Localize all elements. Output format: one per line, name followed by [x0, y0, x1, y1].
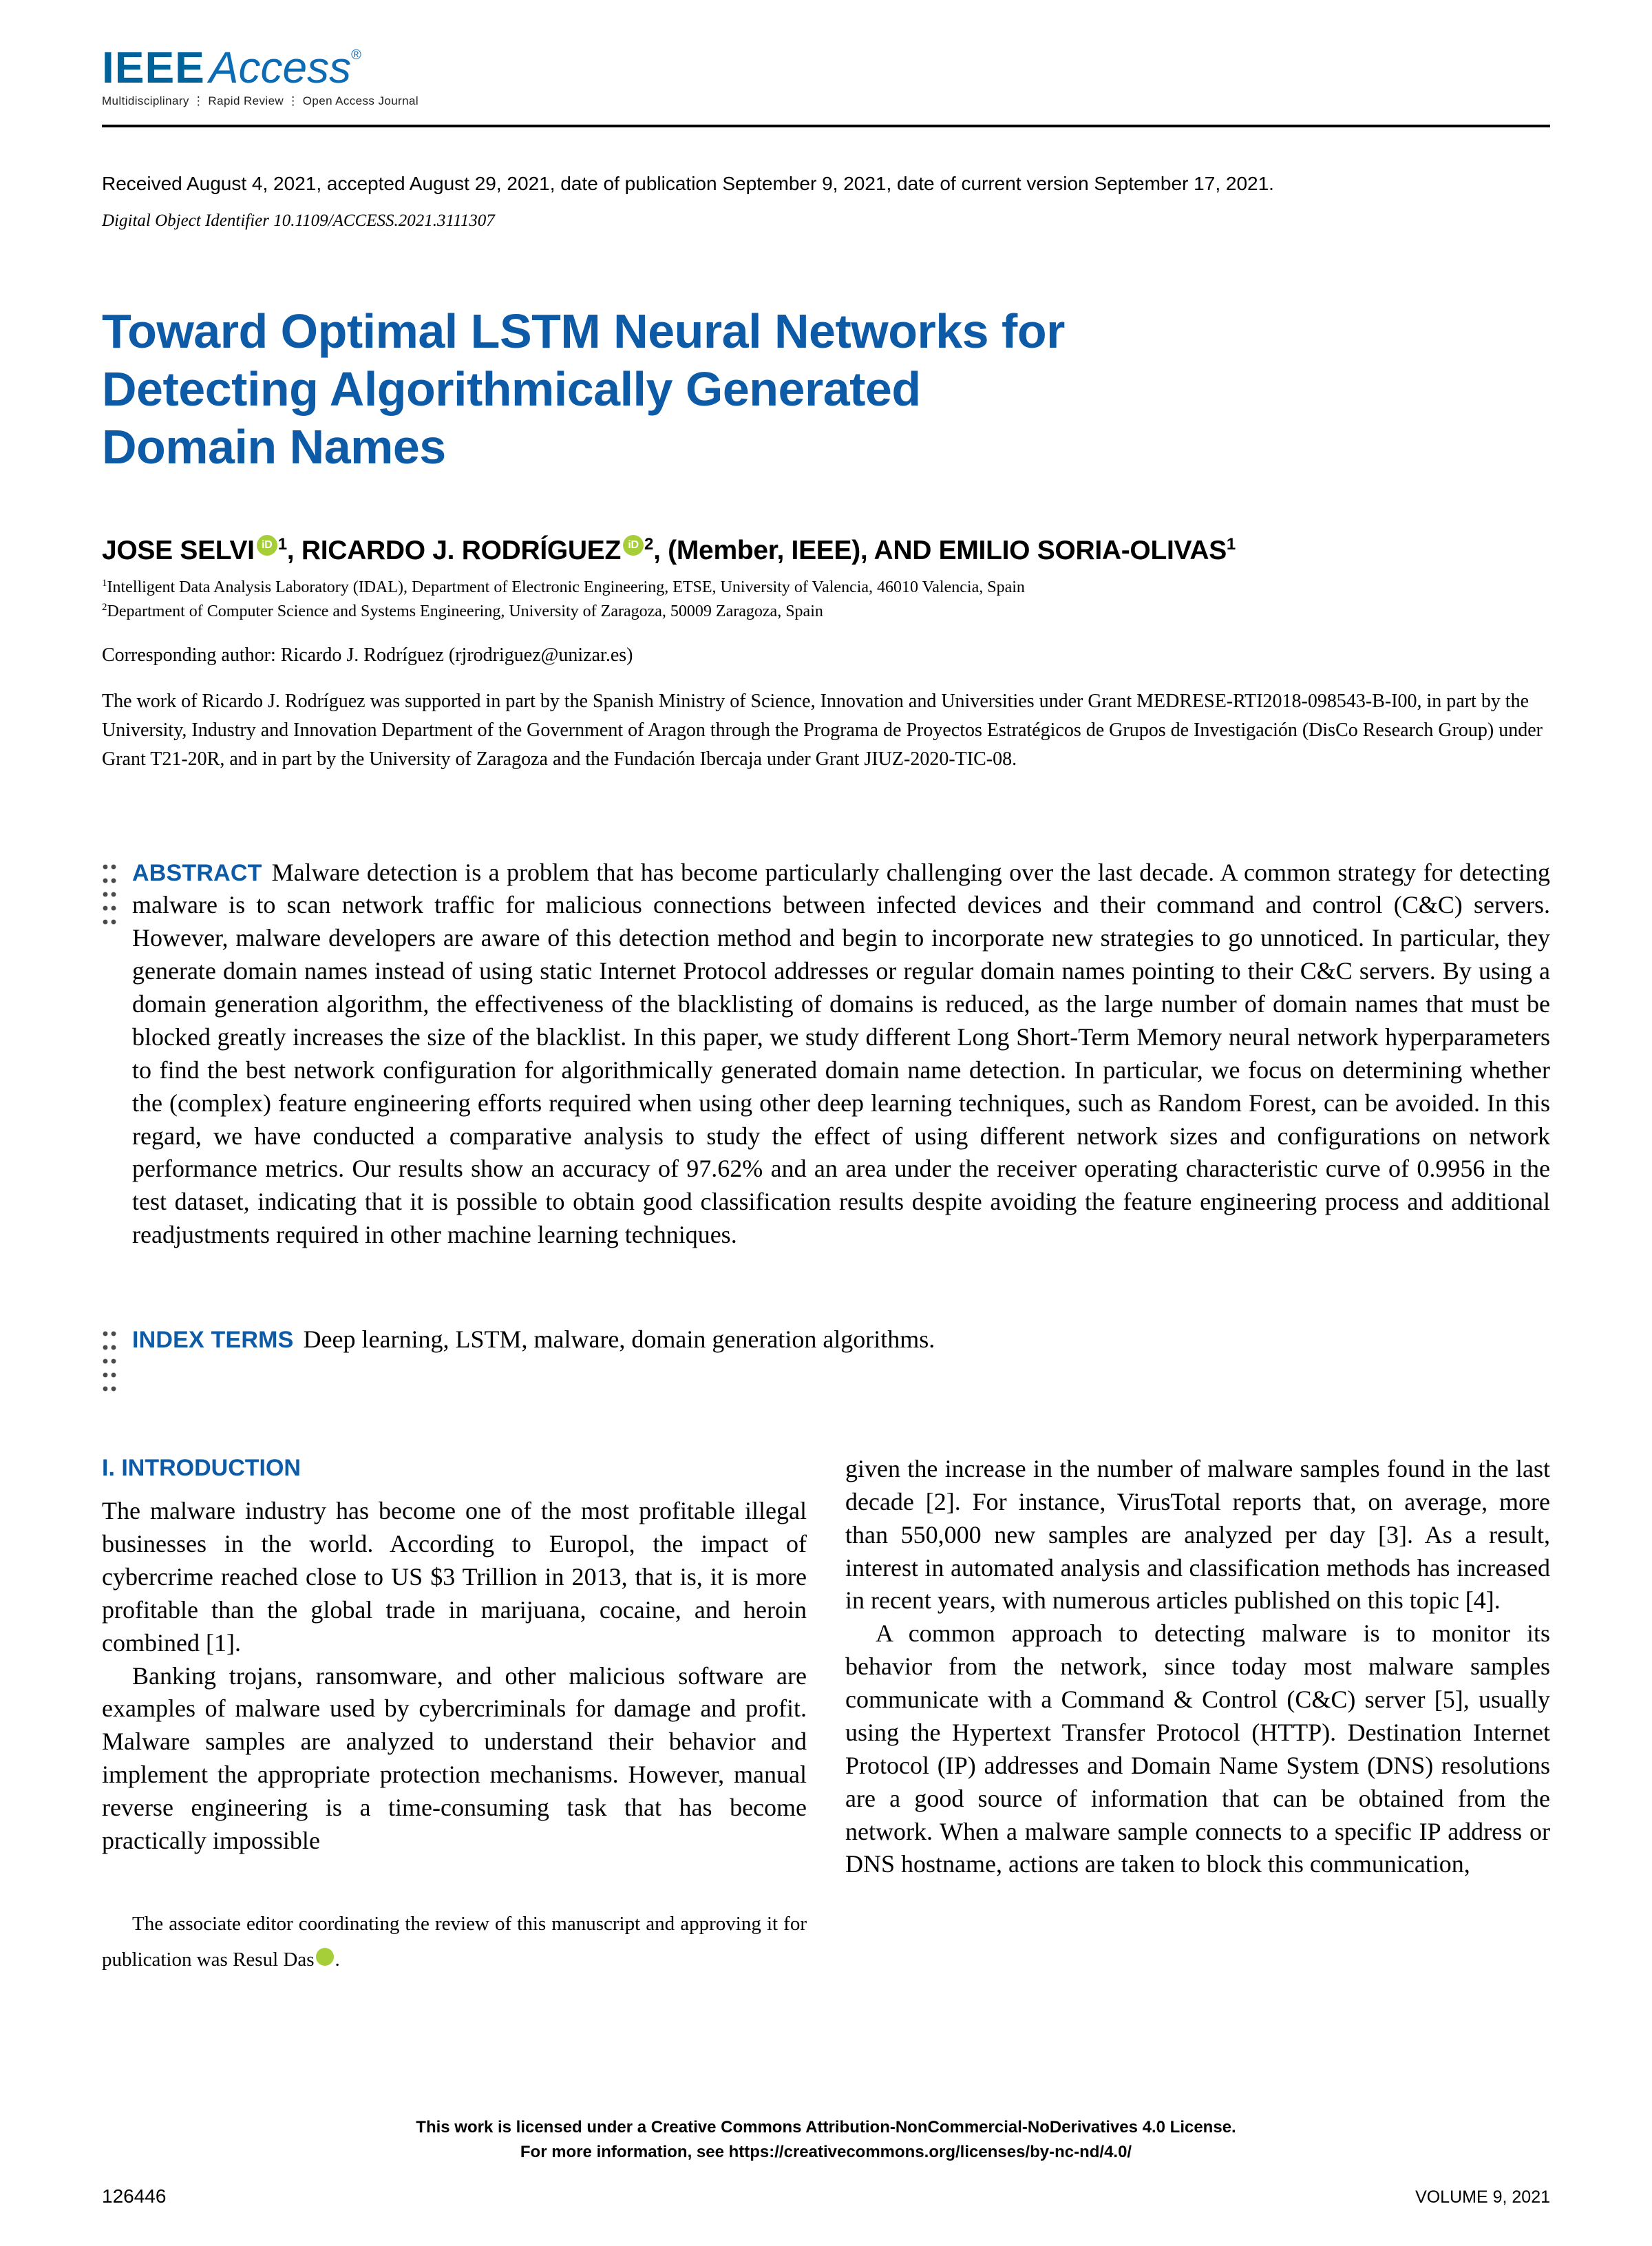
corresponding-suffix: )	[626, 644, 633, 666]
license-line-2	[102, 2140, 1550, 2165]
paper-title	[102, 302, 1550, 476]
page-number: 126446	[102, 2185, 167, 2207]
abstract-text: Malware detection is a problem that has become particularly challenging over the last decade. A common strategy for detecting malware is to scan network traffic for malicious connections between infected devices and their command and control (C&C) servers. However, malware developers are aware of this detection method and begin to incorporate new strategies to go unnoticed. In particular, they generate domain names instead of using static Internet Protocol addresses or regular domain names pointing to their C&C servers. By using a domain generation algorithm, the effectiveness of the blacklisting of domains is reduced, as the large number of domain names that must be blocked greatly increases the size of the blacklist. In this paper, we study different Long Short-Term Memory neural network hyperparameters to find the best network configuration for algorithmically generated domain name detection. In particular, we focus on determining whether the (complex) feature engineering efforts required when using other deep learning techniques, such as Random Forest, can be avoided. In this regard, we have conducted a comparative analysis to study the effect of using different network sizes and configurations on network performance metrics. Our results show an accuracy of 97.62% and an area under the receiver operating characteristic curve of 0.9956 in the test dataset, indicating that it is possible to obtain good classification results despite avoiding the feature engineering process and additional readjustments required in other machine learning techniques.	[132, 858, 1550, 1249]
affiliation-sup-2: 2	[102, 601, 107, 613]
affiliation-line-2	[102, 600, 1550, 624]
associate-editor-footnote	[102, 1906, 807, 1977]
license-line-1: This work is licensed under a Creative Commons Attribution-NonCommercial-NoDerivatives 4.0 License.	[416, 2118, 1236, 2137]
author-affiliation-sup-1: 1	[277, 535, 287, 554]
page-footer-row	[102, 2185, 1550, 2207]
author-name-1: JOSE SELVI	[102, 536, 255, 565]
doi-line: Digital Object Identifier 10.1109/ACCESS.2021.3111307	[102, 211, 495, 230]
abstract-label: ABSTRACT	[132, 859, 262, 886]
index-terms-section	[132, 1323, 1550, 1356]
index-terms-text: Deep learning, LSTM, malware, domain generation algorithms.	[303, 1325, 935, 1354]
footnote-suffix: .	[335, 1949, 340, 1971]
paper-title-line-2: Detecting Algorithmically Generated	[102, 362, 921, 416]
journal-tagline: Multidisciplinary ⋮ Rapid Review ⋮ Open Access Journal	[102, 94, 419, 107]
funding-note: The work of Ricardo J. Rodríguez was supported in part by the Spanish Ministry of Science, Innovation and Universities under Grant MEDRESE-RTI2018-098543-B-I00, in part by the University, Industry and Innovation Department of the Government of Aragon through the Programa de Proyectos Estratégicos de Grupos de Investigación (DisCo Research Group) under Grant T21-20R, and in part by the University of Zaragoza and the Fundación Ibercaja under Grant JIUZ-2020-TIC-08.	[102, 690, 1543, 770]
license-footer	[102, 2115, 1550, 2207]
author-name-3: EMILIO SORIA-OLIVAS	[938, 536, 1227, 565]
index-terms-label: INDEX TERMS	[132, 1327, 294, 1354]
body-columns	[102, 1453, 1550, 1977]
corresponding-prefix: Corresponding author: Ricardo J. Rodríguez (	[102, 644, 456, 666]
orcid-icon[interactable]: iD	[623, 535, 644, 556]
received-line: Received August 4, 2021, accepted August 29, 2021, date of publication September 9, 2021, date of current version September 17, 2021.	[102, 173, 1274, 194]
author-separator-2: , (Member, IEEE), AND	[653, 536, 939, 565]
author-affiliation-sup-3: 1	[1226, 535, 1236, 554]
intro-column-right	[845, 1453, 1550, 1977]
journal-wordmark-access: Access	[209, 43, 352, 92]
abstract-dots-decoration	[100, 859, 117, 928]
paper-title-line-1: Toward Optimal LSTM Neural Networks for	[102, 304, 1065, 358]
author-name-2: RICARDO J. RODRÍGUEZ	[301, 536, 622, 565]
abstract-section	[132, 857, 1550, 1252]
affiliation-line-1	[102, 576, 1550, 600]
registered-trademark-mark: ®	[351, 48, 361, 63]
corresponding-email[interactable]: rjrodriguez@unizar.es	[455, 644, 627, 666]
journal-wordmark-ieee: IEEE	[102, 43, 205, 92]
footnote-text: The associate editor coordinating the review of this manuscript and approving it for publication was Resul Das	[102, 1912, 807, 1971]
intro-paragraph: A common approach to detecting malware is to monitor its behavior from the network, since today most malware samples communicate with a Command & Control (C&C) server [5], usually using the Hypertext Transfer Protocol (HTTP). Destination Internet Protocol (IP) addresses and Domain Name System (DNS) resolutions are a good source of information that can be obtained from the network. When a malware sample connects to a specific IP address or DNS hostname, actions are taken to block this communication,	[845, 1619, 1550, 1878]
header-rule	[102, 125, 1550, 127]
index-terms-dots-decoration	[100, 1326, 117, 1395]
paper-title-line-3: Domain Names	[102, 420, 446, 474]
license-block	[102, 2115, 1550, 2165]
intro-section-heading: I. INTRODUCTION	[102, 1454, 301, 1481]
author-affiliation-sup-2: 2	[644, 535, 654, 554]
volume-info: VOLUME 9, 2021	[1415, 2187, 1550, 2207]
intro-paragraph: The malware industry has become one of the most profitable illegal businesses in the world. According to Europol, the impact of cybercrime reached close to US $3 Trillion in 2013, that is, it is more profitable than the global trade in marijuana, cocaine, and heroin combined [1].	[102, 1497, 807, 1657]
affiliation-text-1: Intelligent Data Analysis Laboratory (IDAL), Department of Electronic Engineering, ETSE, University of Valencia, 46010 Valencia, Spain	[107, 578, 1025, 596]
affiliations-block	[102, 576, 1550, 624]
affiliation-text-2: Department of Computer Science and Systems Engineering, University of Zaragoza, 50009 Zaragoza, Spain	[107, 602, 823, 620]
license-line-2-prefix: For more information, see	[520, 2143, 729, 2161]
author-separator-1: ,	[286, 536, 301, 565]
orcid-icon[interactable]: iD	[257, 535, 277, 556]
corresponding-author-line	[102, 644, 1550, 667]
journal-wordmark	[102, 45, 1550, 90]
affiliation-sup-1: 1	[102, 578, 107, 589]
intro-paragraph: Banking trojans, ransomware, and other malicious software are examples of malware used by cybercriminals for damage and profit. Malware samples are analyzed to understand their behavior and implement the appropriate protection mechanisms. However, manual reverse engineering is a time-consuming task that has become practically impossible	[102, 1661, 807, 1854]
intro-paragraph: given the increase in the number of malware samples found in the last decade [2]. For instance, VirusTotal reports that, on average, more than 550,000 new samples are analyzed per day [3]. As a result, interest in automated analysis and classification methods has increased in recent years, with numerous articles published on this topic [4].	[845, 1454, 1550, 1615]
authors-line	[102, 535, 1550, 566]
license-url[interactable]: https://creativecommons.org/licenses/by-nc-nd/4.0/	[728, 2143, 1132, 2161]
intro-column-left	[102, 1453, 807, 1977]
orcid-icon[interactable]: iD	[316, 1948, 334, 1966]
ieee-access-logo	[102, 45, 1550, 107]
